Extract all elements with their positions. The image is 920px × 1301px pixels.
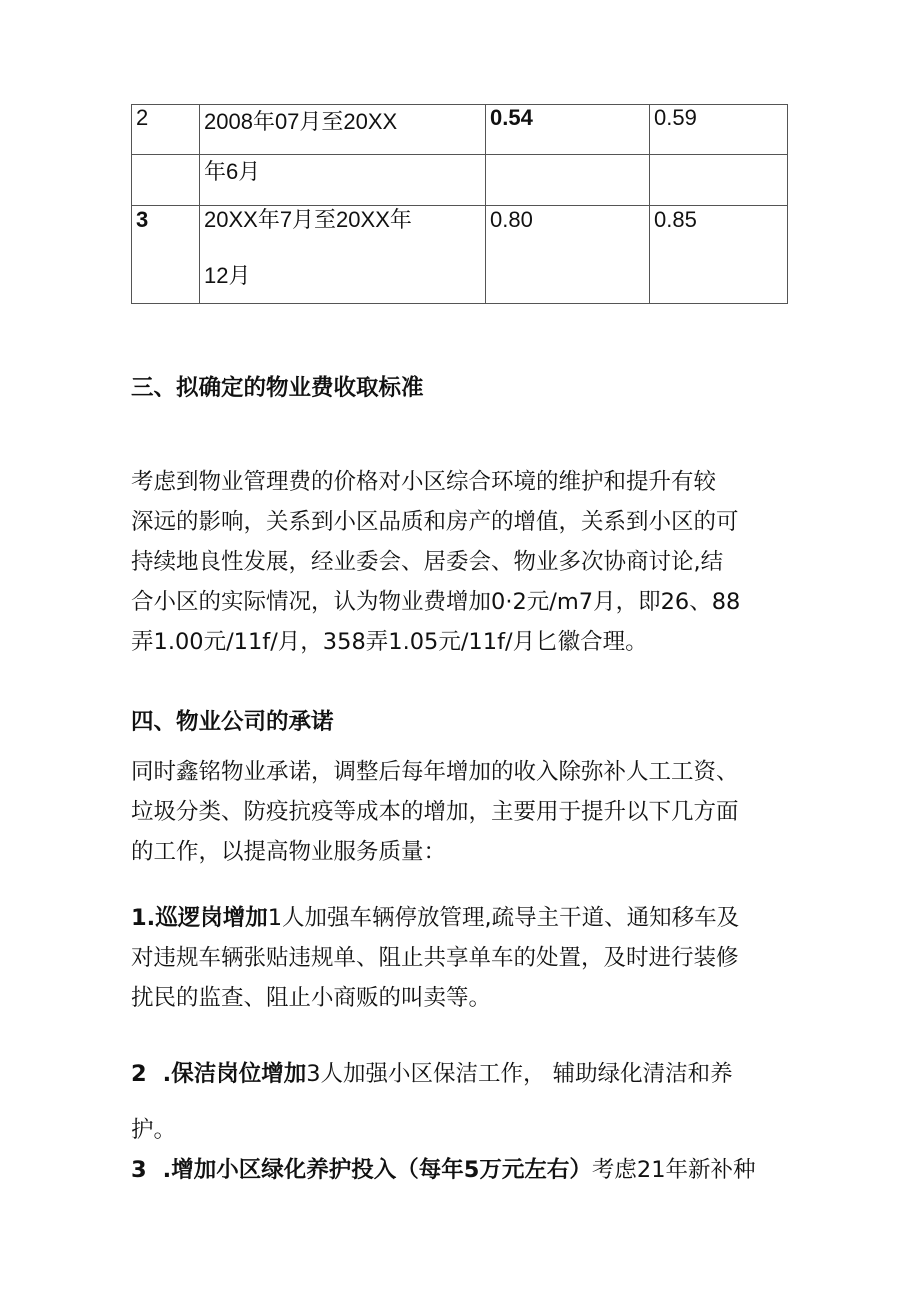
text-line [131,898,791,938]
empty-cell [132,155,200,206]
text-line: 考虑到物业管理费的价格对小区综合环境的维护和提升有较 [131,469,717,495]
fee-table [131,104,788,304]
period-line: 20XX年7月至20XX年 [204,207,412,232]
item-title: 1.巡逻岗增加 [131,905,268,931]
item-text: 1人加强车辆停放管理,疏导主干道、通知移车及 [267,905,740,931]
item-title: .增加小区绿化养护投入（每年5万元左右） [162,1157,592,1183]
section-heading: 四、物业公司的承诺 [131,709,334,735]
period-cell [200,206,486,304]
commitment-item-2 [131,1046,791,1158]
price-cell: 0.54 [486,105,650,155]
text-line [131,1150,791,1190]
text-line: 同时鑫铭物业承诺，调整后每年增加的收入除弥补人工工资、 [131,759,739,785]
section3-paragraph [131,462,791,662]
period-line: 12月 [204,263,251,288]
table-row [132,105,788,155]
item-number: 2 [131,1061,147,1087]
text-line: 护。 [131,1117,177,1143]
text-line: 合小区的实际情况，认为物业费增加0·2元/m7月，即26、88 [131,589,741,615]
price-cell: 0.59 [650,105,788,155]
section4-intro [131,752,791,872]
text-line: 深远的影响，关系到小区品质和房产的增值，关系到小区的可 [131,509,739,535]
period-cell: 2008年07月至20XX [200,105,486,155]
table-row [132,155,788,206]
text-line: 扰民的监查、阻止小商贩的叫卖等。 [131,985,492,1011]
text-line: 垃圾分类、防疫抗疫等成本的增加，主要用于提升以下几方面 [131,799,739,825]
section-heading: 三、拟确定的物业费收取标准 [131,375,424,401]
commitment-item-3 [131,1150,791,1190]
text-line: 持续地良性发展，经业委会、居委会、物业多次协商讨论,结 [131,549,724,575]
item-number: 3 [131,1157,147,1183]
empty-cell [486,155,650,206]
text-line [131,1046,791,1102]
item-text: 考虑21年新补种 [591,1157,756,1183]
text-line: 弄1.00元/11f/月，358弄1.05元/11f/月匕徽合理。 [131,629,648,655]
commitment-item-1 [131,898,791,1018]
row-number: 3 [132,206,200,304]
text-line: 对违规车辆张贴违规单、阻止共享单车的处置，及时进行装修 [131,945,739,971]
table-row [132,206,788,304]
text-line: 的工作，以提高物业服务质量： [131,839,447,865]
price-cell: 0.80 [486,206,650,304]
period-cell: 年6月 [200,155,486,206]
empty-cell [650,155,788,206]
item-title: .保洁岗位增加 [162,1061,307,1087]
row-number: 2 [132,105,200,155]
item-text: 3人加强小区保洁工作， 辅助绿化清洁和养 [306,1061,733,1087]
price-cell: 0.85 [650,206,788,304]
